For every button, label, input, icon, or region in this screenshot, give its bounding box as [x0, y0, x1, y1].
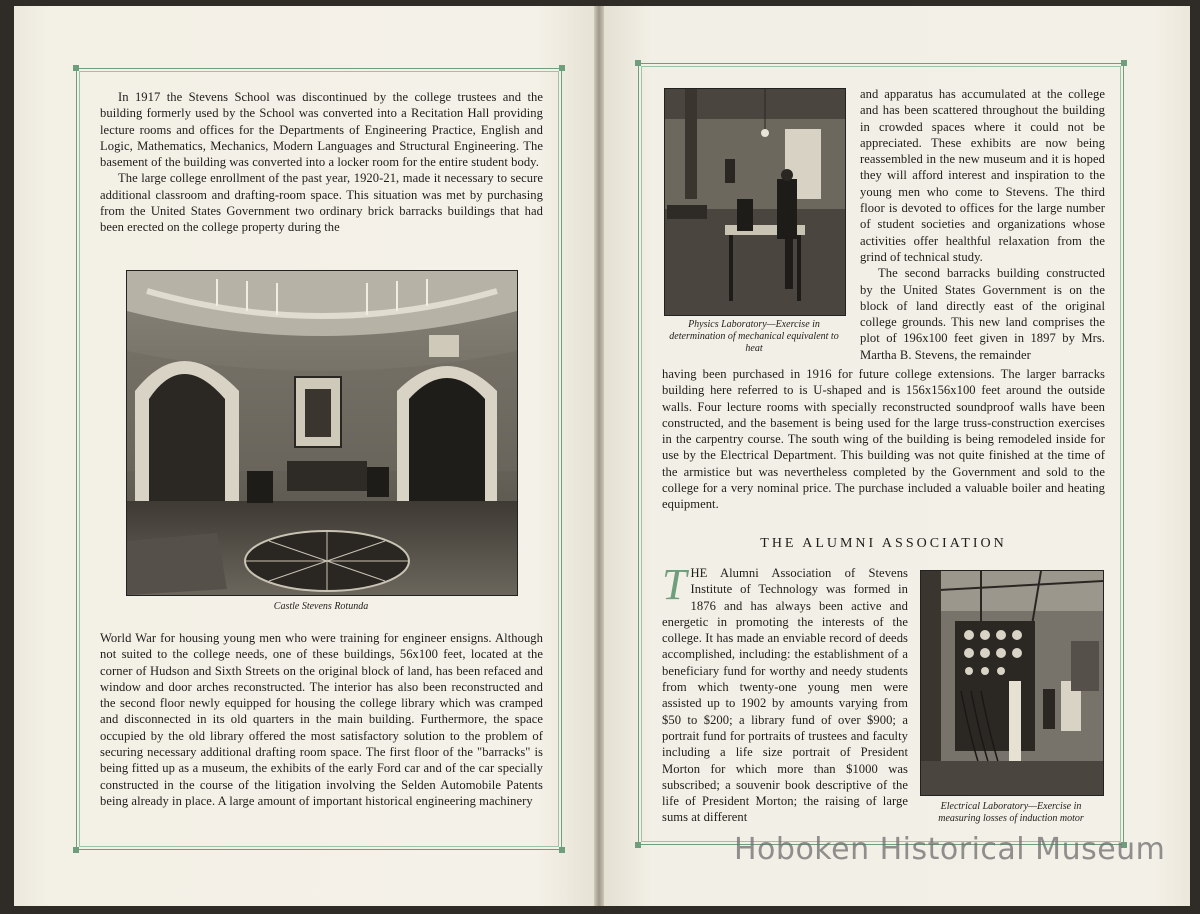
alumni-association-heading: THE ALUMNI ASSOCIATION	[760, 536, 1007, 551]
electrical-photo-caption: Electrical Laboratory—Exercise in measuring losses of induction motor	[938, 801, 1084, 824]
left-text-bottom	[100, 630, 543, 809]
paragraph: The large college enrollment of the past year, 1920-21, made it necessary to secure additional classroom and drafting-room space. This situation was met by purchasing from the United States Government two ordinary brick barracks buildings that had been erected on the college property during the	[100, 171, 543, 235]
right-text-middle	[662, 366, 1105, 513]
rotunda-photo-caption: Castle Stevens Rotunda	[273, 601, 369, 612]
paragraph: The second barracks building constructed by the United States Government is on the block of land directly east of the original college grounds. This new land comprises the plot of 196x100 feet given in 1897 by Mrs. Martha B. Stevens, the remainder	[860, 266, 1105, 362]
book-gutter	[594, 6, 604, 906]
drop-cap-letter: T	[662, 560, 687, 609]
physics-laboratory-photo	[664, 88, 846, 316]
paragraph: In 1917 the Stevens School was discontinued by the college trustees and the building formerly used by the School was converted into a Recitation Hall providing lecture rooms and offices for the Departments of Engineering Practice, English and Logic, Mathematics, Mechanics, Modern Languages and Structural Engineering. The basement of the building was converted into a locker room for the entire student body.	[100, 90, 543, 170]
paragraph: and apparatus has accumulated at the college and has been scattered throughout the building in crowded spaces where it could not be appreciated. These exhibits are now being reassembled in the new museum and it is hoped they will afford interest and inspiration to the young men who come to Stevens. The third floor is devoted to offices for the large number of student societies and organizations whose activities offer healthful relaxation from the grind of technical study.	[860, 87, 1105, 264]
right-text-top	[860, 86, 1105, 363]
paragraph: having been purchased in 1916 for future college extensions. The larger barracks building here referred to is U-shaped and is 156x156x100 feet around the outside walls. Four lecture rooms with specially reconstructed soundproof walls have been constructed, and the basement is being used for the large truss-construction exercises in the carpentry course. The south wing of the building is being remodeled inside for use by the Electrical Department. This building was not quite finished at the time of the armistice but was nevertheless completed by the Government and sold to the college for a very nominal price. The purchase included a valuable boiler and heating equipment.	[662, 367, 1105, 512]
right-text-alumni	[662, 560, 908, 826]
paragraph: World War for housing young men who were training for engineer ensigns. Although not suited to the college needs, one of these buildings, 56x100 feet, located at the corner of Hudson and Sixth Streets on the original block of land, has been refaced and window and door arches reconstructed. The interior has also been reconstructed and the second floor newly equipped for housing the college library which was cramped and disconnected in its old quarters in the main building. Furthermore, the space occupied by the old library offered the most satisfactory solution to the problem of securing necessary additional drafting room space. The first floor of the "barracks" is being fitted up as a museum, the exhibits of the early Ford car and of the car specially constructed in the course of the litigation involving the Selden Automobile Patents being already in place. A large amount of important historical engineering machinery	[100, 631, 543, 808]
paragraph: HE Alumni Association of Stevens Institute of Technology was formed in 1876 and has always been active and energetic in promoting the interests of the college. It has made an enviable record of deeds accomplished, including: the establishment of a beneficiary fund for worthy and needy students from which twenty-one young men were assisted up to 1902 by amounts varying from $50 to $200; a library fund of over $900; a portrait fund for portraits of trustees and faculty including a life size portrait of President Morton for which more than $1000 was subscribed; a souvenir book descriptive of the life of President Morton; the raising of large sums at different	[662, 566, 908, 825]
castle-stevens-rotunda-photo	[126, 270, 518, 596]
electrical-laboratory-photo	[920, 570, 1104, 796]
watermark: Hoboken Historical Museum	[734, 832, 1166, 867]
physics-photo-caption: Physics Laboratory—Exercise in determination of mechanical equivalent to heat	[669, 319, 839, 354]
left-text-top	[100, 89, 543, 236]
